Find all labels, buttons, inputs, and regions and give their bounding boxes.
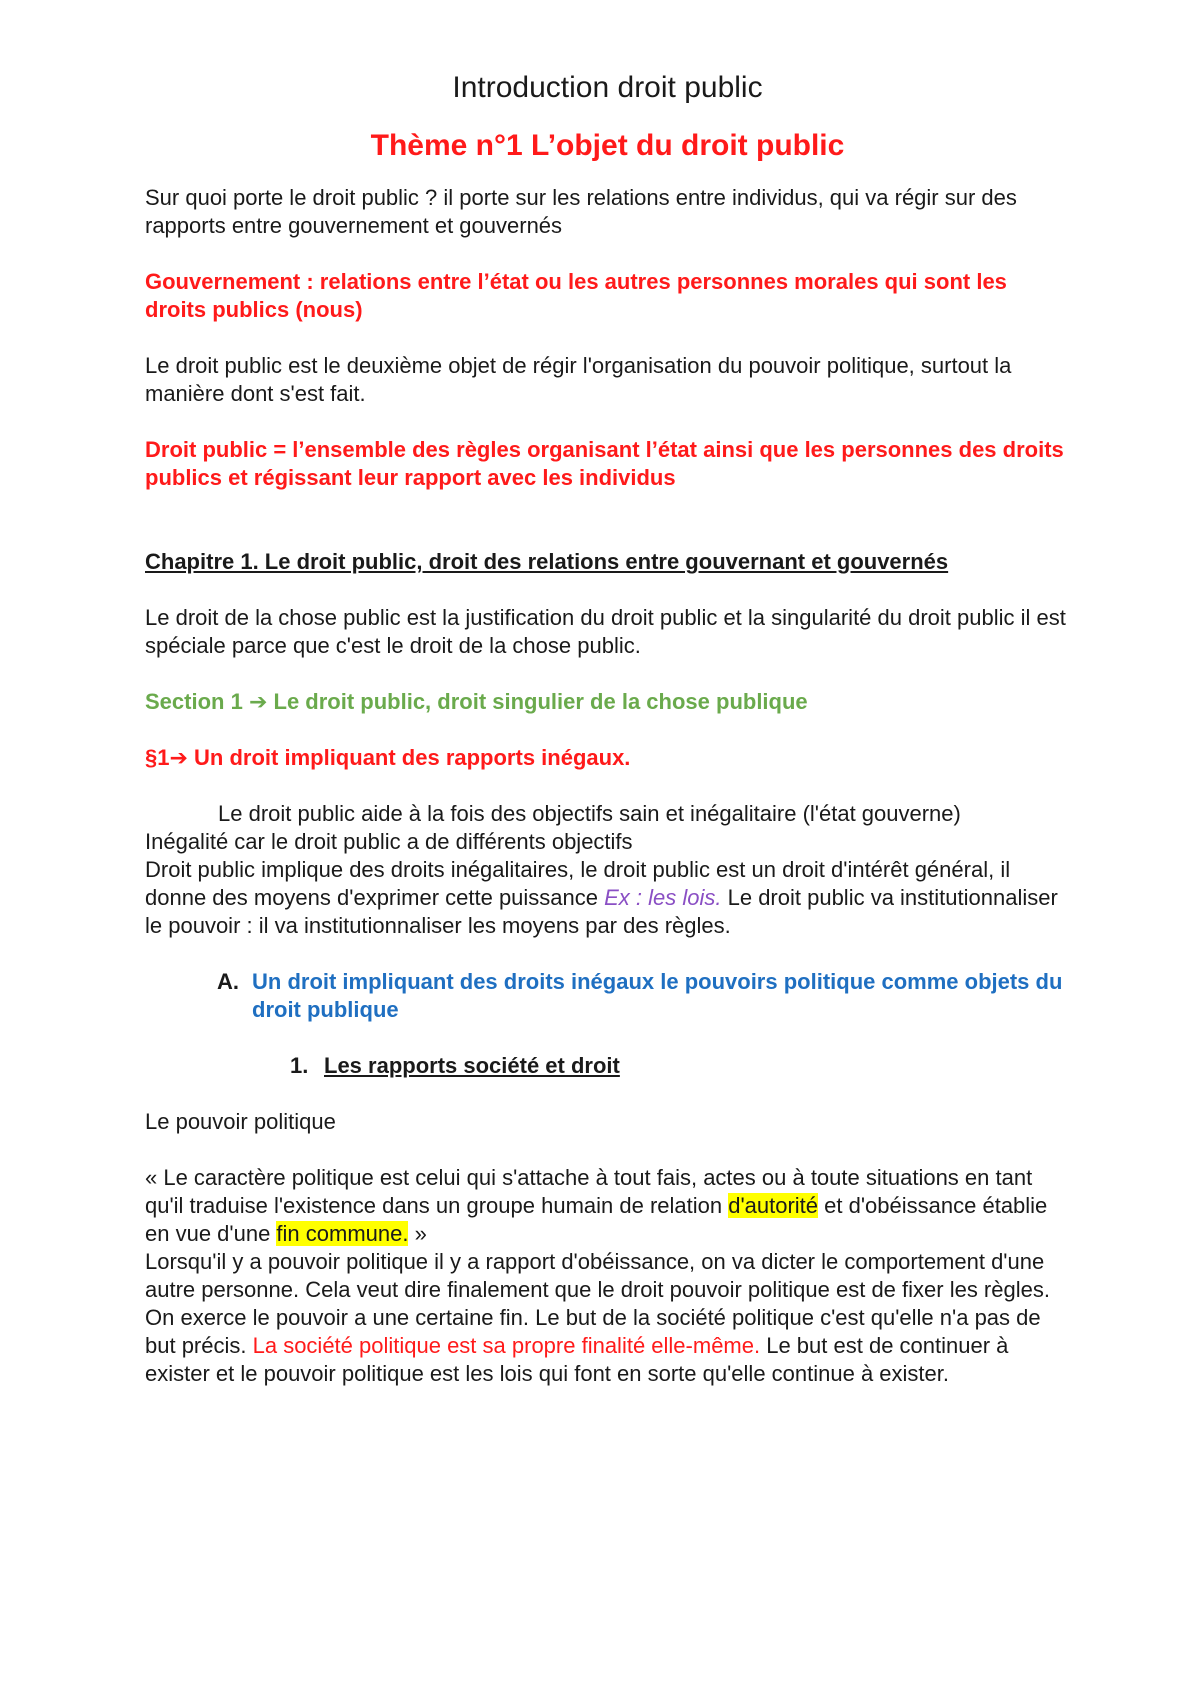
body-text-after: Le droit public va institutionnaliser le pouvoir : il va institutionnaliser les moyens par des règles. <box>145 885 1058 938</box>
quote-text-2: et d'obéissance établie en vue d'une <box>145 1193 1048 1246</box>
highlight-autorite: d'autorité <box>728 1193 819 1218</box>
paragraph-label: §1 <box>145 745 170 770</box>
quote-block <box>145 1164 1070 1388</box>
section-text: Le droit public, droit singulier de la chose publique <box>273 689 808 714</box>
subsection-1-text: Les rapports société et droit <box>324 1053 620 1078</box>
right-arrow-icon: ➔ <box>248 689 268 714</box>
quote-paragraph <box>145 1164 1070 1248</box>
document-content <box>145 70 1070 1388</box>
paragraph-heading <box>145 744 1070 772</box>
final-paragraph <box>145 1248 1070 1388</box>
body-block <box>145 800 1070 940</box>
definition-droit-public: Droit public = l’ensemble des règles organisant l’état ainsi que les personnes des droits publics et régissant leur rapport avec les individus <box>145 437 1064 490</box>
quote-text-1: « Le caractère politique est celui qui s'attache à tout fais, actes ou à toute situations en tant qu'il traduise l'existence dans un groupe humain de relation <box>145 1165 1033 1218</box>
body-line-3 <box>145 856 1070 940</box>
objet-paragraph: Le droit public est le deuxième objet de régir l'organisation du pouvoir politique, surtout la manière dont s'est fait. <box>145 353 1012 406</box>
intro-paragraph: Sur quoi porte le droit public ? il porte sur les relations entre individus, qui va régir sur des rapports entre gouvernement et gouvernés <box>145 185 1017 238</box>
section-heading <box>145 688 1070 716</box>
final-text-2: Le but est de continuer à exister et le pouvoir politique est les lois qui font en sorte qu'elle continue à exister. <box>145 1333 1009 1386</box>
right-arrow-icon: ➔ <box>169 745 188 770</box>
body-line-2: Inégalité car le droit public a de différents objectifs <box>145 829 633 854</box>
section-label: Section 1 <box>145 689 243 714</box>
theme-title: Thème n°1 L’objet du droit public <box>370 129 845 162</box>
example-text: Ex : les lois. <box>604 885 722 910</box>
quote-text-3: » <box>408 1221 427 1246</box>
final-red-text: La société politique est sa propre finalité elle-même. <box>252 1333 761 1358</box>
body-line-1: Le droit public aide à la fois des objectifs sain et inégalitaire (l'état gouverne) <box>218 801 961 826</box>
final-text-1: Lorsqu'il y a pouvoir politique il y a rapport d'obéissance, on va dicter le comportement d'une autre personne. Cela veut dire finalement que le droit pouvoir politique est de fixer les règles. On exerce le pouvoir a une certaine fin. Le but de la société politique c'est qu'elle n'a pas de but précis. <box>145 1249 1050 1358</box>
paragraph-text: Un droit impliquant des rapports inégaux. <box>194 745 631 770</box>
highlight-fin-commune: fin commune. <box>276 1221 409 1246</box>
document-title: Introduction droit public <box>452 71 763 104</box>
subsection-a-heading <box>217 968 1070 1024</box>
body-text-before: Droit public implique des droits inégalitaires, le droit public est un droit d'intérêt général, il donne des moyens d'exprimer cette puissance <box>145 857 1011 910</box>
subsection-1-heading <box>290 1052 1070 1080</box>
pouvoir-label: Le pouvoir politique <box>145 1109 336 1134</box>
chapter-intro: Le droit de la chose public est la justification du droit public et la singularité du droit public il est spéciale parce que c'est le droit de la chose public. <box>145 605 1066 658</box>
subsection-a-text: Un droit impliquant des droits inégaux le pouvoirs politique comme objets du droit publique <box>252 969 1063 1022</box>
chapter-title: Chapitre 1. Le droit public, droit des relations entre gouvernant et gouvernés <box>145 549 949 574</box>
subsection-1-marker: 1. <box>290 1053 309 1078</box>
subsection-a-marker: A. <box>217 969 239 994</box>
definition-gouvernement: Gouvernement : relations entre l’état ou les autres personnes morales qui sont les droits publics (nous) <box>145 269 1007 322</box>
